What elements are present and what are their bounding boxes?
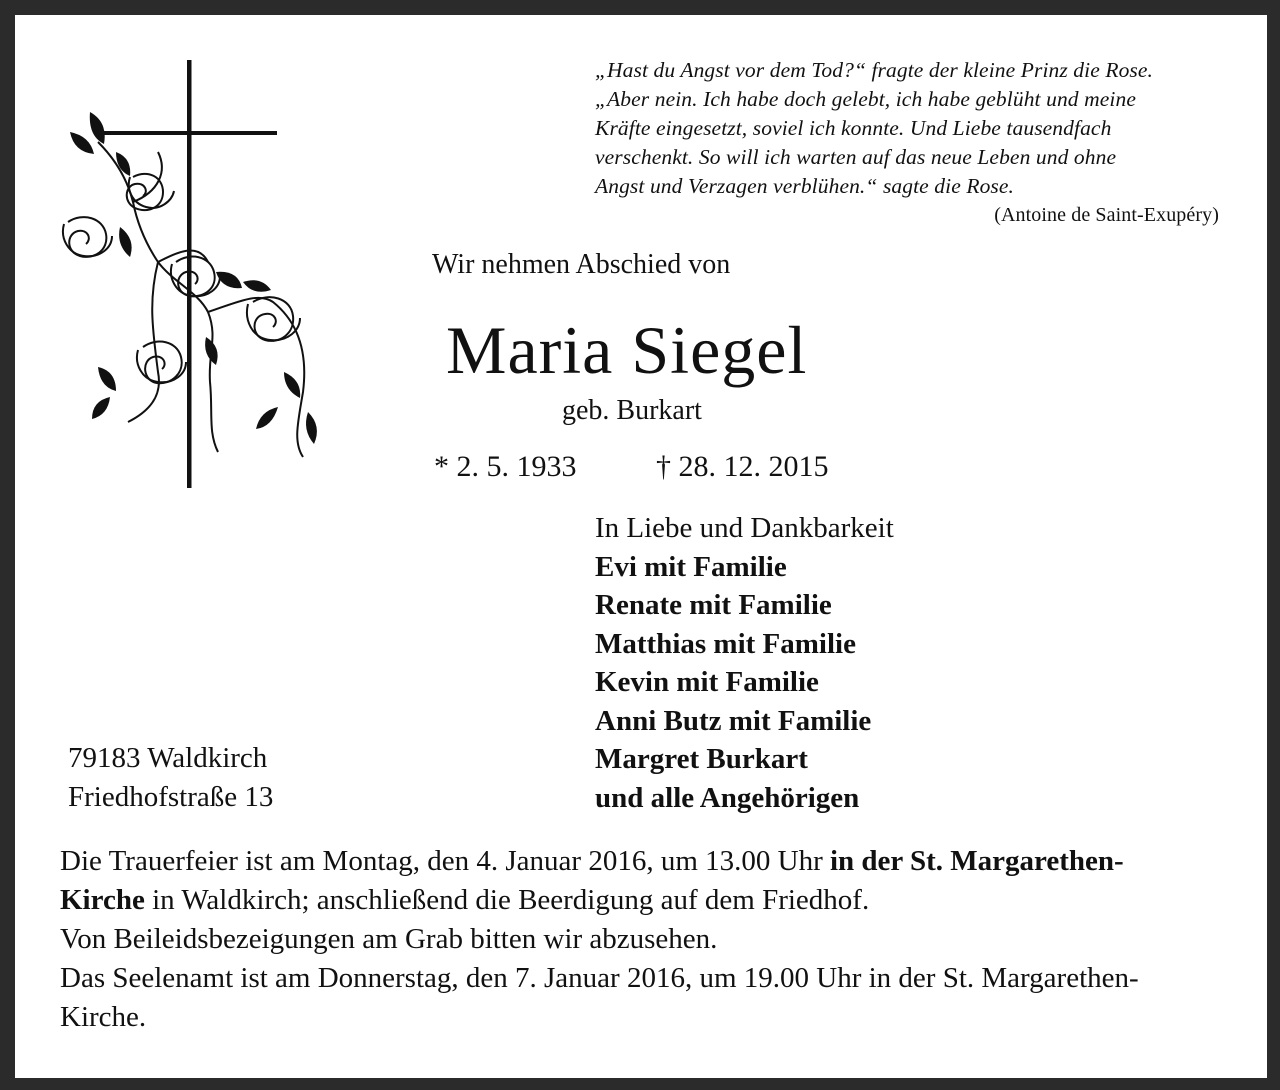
address-city: 79183 Waldkirch bbox=[68, 742, 268, 774]
mourner-item: Renate mit Familie bbox=[595, 589, 832, 621]
address-street: Friedhofstraße 13 bbox=[68, 781, 274, 813]
mourner-item: Margret Burkart bbox=[595, 743, 808, 775]
notice-line bbox=[60, 842, 1230, 881]
quote-author: (Antoine de Saint-Exupéry) bbox=[994, 204, 1219, 226]
mourner-item: Kevin mit Familie bbox=[595, 666, 819, 698]
cross-with-roses-icon bbox=[58, 52, 333, 492]
maiden-name: geb. Burkart bbox=[562, 395, 702, 426]
notice-line: Kirche. bbox=[60, 1001, 147, 1033]
quote-line: „Aber nein. Ich habe doch gelebt, ich habe geblüht und meine bbox=[595, 87, 1136, 111]
quote-line: Kräfte eingesetzt, soviel ich konnte. Und Liebe tausendfach bbox=[595, 116, 1112, 140]
notice-text: Die Trauerfeier ist am Montag, den 4. Januar 2016, um 13.00 Uhr bbox=[60, 845, 830, 877]
notice-church-bold: Kirche bbox=[60, 884, 145, 916]
notice-line: Das Seelenamt ist am Donnerstag, den 7. Januar 2016, um 19.00 Uhr in der St. Margarethen- bbox=[60, 962, 1139, 994]
quote-block bbox=[595, 56, 1235, 229]
address-block bbox=[68, 739, 273, 817]
quote-line: verschenkt. So will ich warten auf das neue Leben und ohne bbox=[595, 145, 1117, 169]
death-date: † 28. 12. 2015 bbox=[656, 450, 829, 483]
quote-line: „Hast du Angst vor dem Tod?“ fragte der kleine Prinz die Rose. bbox=[595, 58, 1154, 82]
mourners-block bbox=[595, 509, 894, 817]
intro-text: Wir nehmen Abschied von bbox=[432, 249, 731, 280]
notice-text: in Waldkirch; anschließend die Beerdigung auf dem Friedhof. bbox=[144, 884, 870, 916]
mourner-item: Anni Butz mit Familie bbox=[595, 704, 872, 737]
signoff-lead: In Liebe und Dankbarkeit bbox=[595, 512, 894, 544]
notice-line: Von Beileidsbezeigungen am Grab bitten wir abzusehen. bbox=[60, 923, 718, 955]
funeral-notice bbox=[60, 842, 1230, 1037]
quote-line: Angst und Verzagen verblühen.“ sagte die Rose. bbox=[595, 174, 1015, 198]
mourner-item: Matthias mit Familie bbox=[595, 627, 856, 660]
notice-line bbox=[60, 881, 1230, 920]
birth-date: * 2. 5. 1933 bbox=[434, 450, 577, 483]
mourner-item: und alle Angehörigen bbox=[595, 781, 860, 814]
mourner-item: Evi mit Familie bbox=[595, 550, 787, 583]
notice-church-bold: in der St. Margarethen- bbox=[829, 845, 1124, 877]
deceased-name: Maria Siegel bbox=[446, 312, 808, 388]
